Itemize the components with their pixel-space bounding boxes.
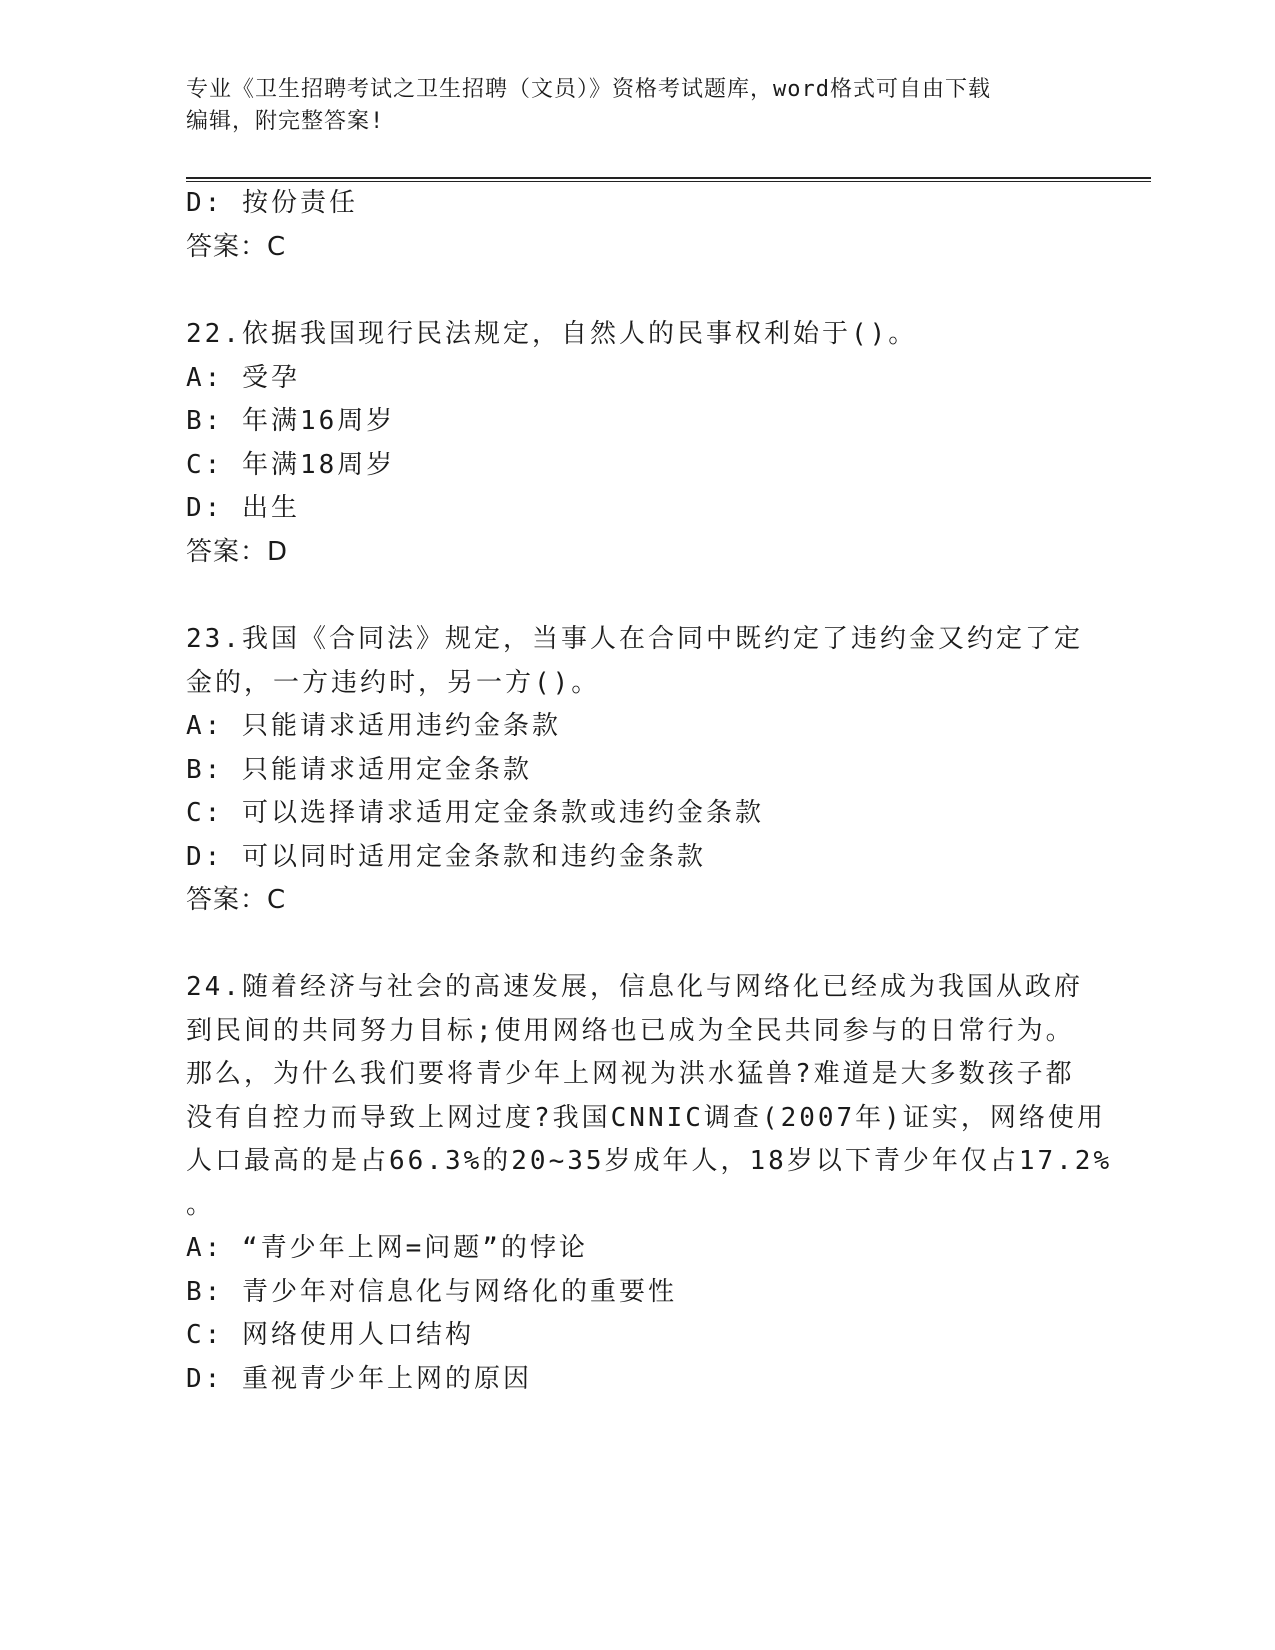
header-line-2: 编辑，附完整答案!: [186, 109, 385, 134]
page-header: [186, 74, 1086, 138]
q23-stem-line-1: 23.我国《合同法》规定，当事人在合同中既约定了违约金又约定了定: [186, 624, 1083, 654]
q23-option-c: C: 可以选择请求适用定金条款或违约金条款: [186, 798, 764, 828]
q24-option-b: B: 青少年对信息化与网络化的重要性: [186, 1277, 677, 1307]
q22-option-b: B: 年满16周岁: [186, 406, 396, 436]
q24-stem-line-2: 到民间的共同努力目标;使用网络也已成为全民共同参与的日常行为。: [186, 1016, 1075, 1046]
q24-stem-line-1: 24.随着经济与社会的高速发展，信息化与网络化已经成为我国从政府: [186, 972, 1083, 1002]
q22-option-a: A: 受孕: [186, 363, 300, 393]
q23-option-b: B: 只能请求适用定金条款: [186, 755, 532, 785]
q22-option-c: C: 年满18周岁: [186, 450, 396, 480]
q24-stem-line-5: 人口最高的是占66.3%的20~35岁成年人，18岁以下青少年仅占17.2%: [186, 1146, 1113, 1176]
prev-option-d: D: 按份责任: [186, 188, 358, 218]
q23-option-a: A: 只能请求适用违约金条款: [186, 711, 561, 741]
q22-stem: 22.依据我国现行民法规定，自然人的民事权利始于()。: [186, 319, 918, 349]
q23-answer: 答案：C: [186, 885, 287, 915]
prev-answer: 答案：C: [186, 232, 287, 262]
header-line-1: 专业《卫生招聘考试之卫生招聘（文员）》资格考试题库，word格式可自由下载: [186, 77, 991, 102]
q23-stem-line-2: 金的，一方违约时，另一方()。: [186, 668, 601, 698]
q24-stem-line-3: 那么，为什么我们要将青少年上网视为洪水猛兽?难道是大多数孩子都: [186, 1059, 1075, 1089]
q24-option-d: D: 重视青少年上网的原因: [186, 1364, 532, 1394]
header-divider: [186, 177, 1151, 182]
q24-stem-line-6: 。: [186, 1190, 216, 1220]
q24-option-a: A: “青少年上网=问题”的悖论: [186, 1233, 588, 1263]
q23-option-d: D: 可以同时适用定金条款和违约金条款: [186, 842, 706, 872]
q24-stem-line-4: 没有自控力而导致上网过度?我国CNNIC调查(2007年)证实，网络使用: [186, 1103, 1106, 1133]
q22-option-d: D: 出生: [186, 493, 300, 523]
q24-option-c: C: 网络使用人口结构: [186, 1320, 474, 1350]
q22-answer: 答案：D: [186, 537, 289, 567]
